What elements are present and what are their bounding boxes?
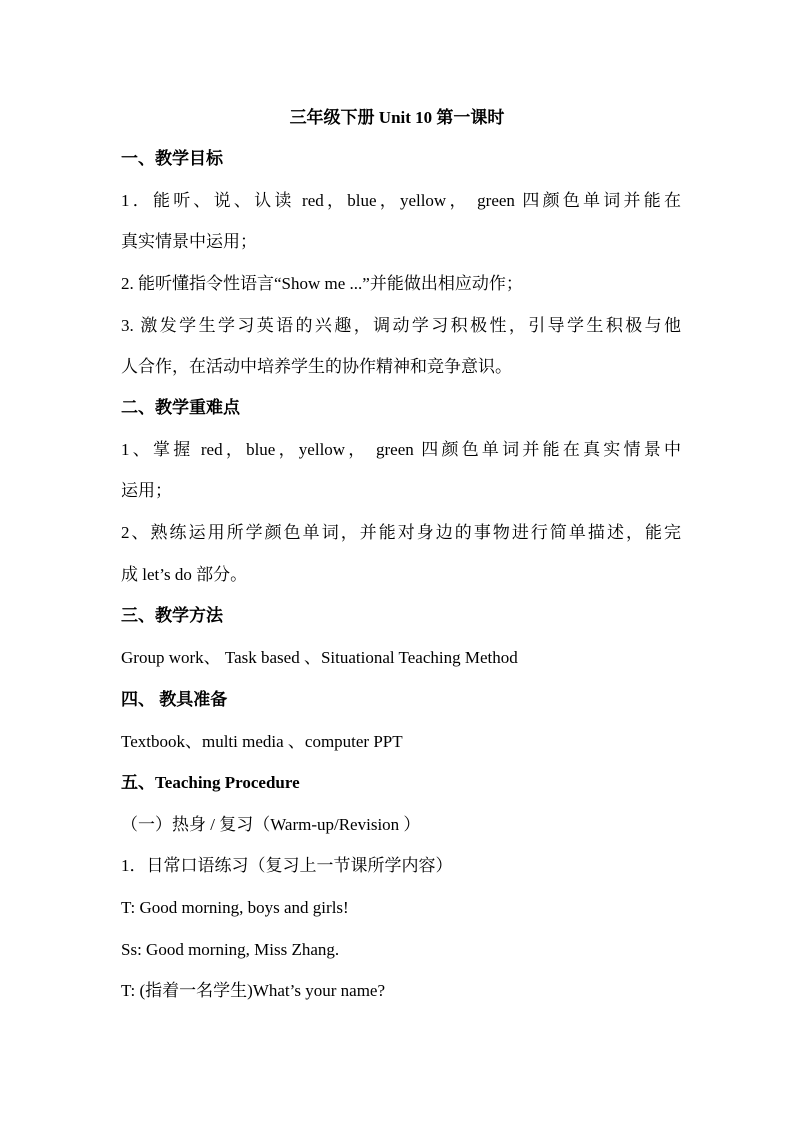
section-heading-aids: 四、 教具准备	[121, 690, 228, 709]
objective-item-3-line-1: 3. 激发学生学习英语的兴趣，调动学习积极性，引导学生积极与他	[121, 316, 681, 335]
dialogue-line-2: Ss: Good morning, Miss Zhang.	[121, 940, 340, 959]
section-heading-key-points: 二、教学重难点	[121, 398, 240, 417]
dialogue-line-3: T: (指着一名学生)What’s your name?	[121, 981, 386, 1000]
objective-item-1-line-2: 真实情景中运用；	[121, 232, 257, 251]
key-point-item-1-line-2: 运用；	[121, 481, 172, 500]
methods-text: Group work、 Task based 、Situational Teaching Method	[121, 648, 518, 667]
section-heading-objectives: 一、教学目标	[121, 149, 223, 168]
section-heading-procedure: 五、Teaching Procedure	[121, 773, 300, 792]
objective-item-2: 2. 能听懂指令性语言“Show me ...”并能做出相应动作；	[121, 274, 523, 293]
key-point-item-1-line-1: 1、掌握 red，blue，yellow， green 四颜色单词并能在真实情景中	[121, 440, 681, 459]
procedure-subheading-warmup: （一）热身 / 复习（Warm-up/Revision ）	[121, 815, 421, 834]
key-point-item-2-line-2: 成 let’s do 部分。	[121, 565, 248, 584]
aids-text: Textbook、multi media 、computer PPT	[121, 732, 403, 751]
objective-item-1-line-1: 1．能听、说、认读 red，blue，yellow， green 四颜色单词并能在	[121, 191, 681, 210]
section-heading-methods: 三、教学方法	[121, 606, 223, 625]
key-point-item-2-line-1: 2、熟练运用所学颜色单词，并能对身边的事物进行简单描述，能完	[121, 523, 681, 542]
objective-item-3-line-2: 人合作，在活动中培养学生的协作精神和竞争意识。	[121, 357, 512, 376]
document-title: 三年级下册 Unit 10 第一课时	[289, 108, 505, 127]
dialogue-line-1: T: Good morning, boys and girls!	[121, 898, 349, 917]
procedure-step-1: 1．日常口语练习（复习上一节课所学内容）	[121, 856, 453, 875]
